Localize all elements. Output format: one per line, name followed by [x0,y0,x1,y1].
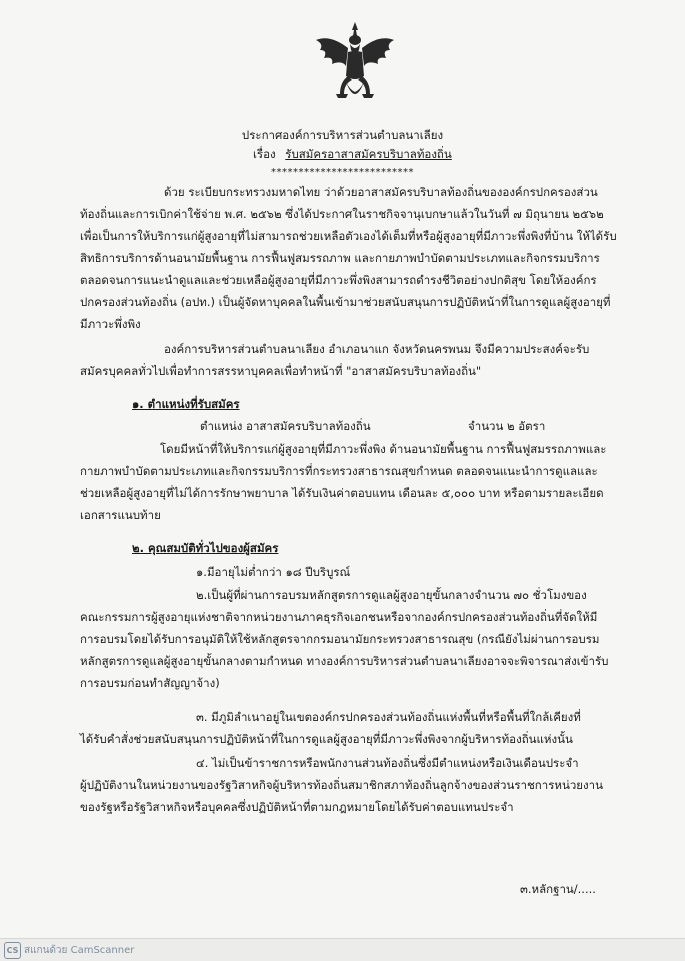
continuation-marker: ๓.หลักฐาน/..... [520,882,596,896]
intro-line: ด้วย ระเบียบกระทรวงมหาดไทย ว่าด้วยอาสาสมัครบริบาลท้องถิ่นขององค์กรปกครองส่วน [164,185,598,199]
section2-heading: ๒. คุณสมบัติทั่วไปของผู้สมัคร [132,541,279,555]
qualification-item: ๑.มีอายุไม่ต่ำกว่า ๑๘ ปีบริบูรณ์ [196,565,351,579]
intro-line: สิทธิการบริการด้านอนามัยพื้นฐาน การฟื้นฟูสมรรถภาพ และกายภาพบำบัดตามประเภทและกิจกรรมบริการ [80,251,600,265]
camscanner-label: สแกนด้วย CamScanner [24,945,135,956]
intro-line: มีภาวะพึ่งพิง [80,317,141,331]
intro-line: ปกครองส่วนท้องถิ่น (อปท.) เป็นผู้จัดหาบุคคลในพื้นเข้ามาช่วยสนับสนุนการปฏิบัติหน้าที่ในการดูแลผู้สูงอายุที่ [80,295,611,309]
qualification-item: การอบรมโดยได้รับการอนุมัติให้ใช้หลักสูตรจากกรมอนามัยกระทรวงสาธารณสุข (กรณียังไม่ผ่านการอบรม [80,632,600,646]
separator-stars: ************************** [271,167,414,178]
qualification-item: ได้รับคำสั่งช่วยสนับสนุนการปฏิบัติหน้าที่ในการดูแลผู้สูงอายุที่มีภาวะพึ่งพิงจากผู้บริหารท้องถิ่นแห่งนั้น [80,732,573,746]
section1-line: เอกสารแนบท้าย [80,508,161,522]
subject-text: รับสมัครอาสาสมัครบริบาลท้องถิ่น [285,147,452,161]
intro-line: เพื่อเป็นการให้บริการแก่ผู้สูงอายุที่ไม่สามารถช่วยเหลือตัวเองได้เต็มที่หรือผู้สูงอายุที่มีภาวะพึ่งพิงที่บ้าน ให้ได้รับ [80,229,617,243]
announcement-title: ประกาศองค์การบริหารส่วนตำบลนาเลียง [241,128,444,142]
section1-line: ช่วยเหลือผู้สูงอายุที่ไม่ได้การรักษาพยาบาล ได้รับเงินค่าตอบแทน เดือนละ ๕,๐๐๐ บาท หรือตามรายละเอียด [80,486,604,500]
qualification-item: ๔. ไม่เป็นข้าราชการหรือพนักงานส่วนท้องถิ่นซึ่งมีตำแหน่งหรือเงินเดือนประจำ [196,756,579,770]
scanner-watermark [0,938,685,961]
section1-line: กายภาพบำบัดตามประเภทและกิจกรรมบริการที่กระทรวงสาธารณสุขกำหนด ตลอดจนแนะนำการดูแลและ [80,464,598,478]
intro-line: องค์การบริหารส่วนตำบลนาเลียง อำเภอนาแก จังหวัดนครพนม จึงมีความประสงค์จะรับ [164,342,590,356]
intro-line: ท้องถิ่นและการเบิกค่าใช้จ่าย พ.ศ. ๒๕๖๒ ซึ่งได้ประกาศในราชกิจจานุเบกษาแล้วในวันที่ ๗ มิถุนายน ๒๕๖๒ [80,207,604,221]
qualification-item: ๒.เป็นผู้ที่ผ่านการอบรมหลักสูตรการดูแลผู้สูงอายุขั้นกลางจำนวน ๗๐ ชั่วโมงของ [196,588,587,602]
subject-prefix: เรื่อง [253,147,276,161]
section1-heading: ๑. ตำแหน่งที่รับสมัคร [132,397,240,411]
intro-line: ตลอดจนการแนะนำดูแลและช่วยเหลือผู้สูงอายุที่มีภาวะพึ่งพิงสามารถดำรงชีวิตอย่างปกติสุข โดยให้องค์กร [80,273,597,287]
intro-line: สมัครบุคคลทั่วไปเพื่อทำการสรรหาบุคคลเพื่อทำหน้าที่ "อาสาสมัครบริบาลท้องถิ่น" [80,364,482,378]
section1-line: โดยมีหน้าที่ให้บริการแก่ผู้สูงอายุที่มีภาวะพึ่งพิง ด้านอนามัยพื้นฐาน การฟื้นฟูสมรรถภาพและ [160,442,607,456]
position-label: ตำแหน่ง อาสาสมัครบริบาลท้องถิ่น [200,419,371,433]
subject-line [253,147,452,161]
qualification-item: คณะกรรมการผู้สูงอายุแห่งชาติจากหน่วยงานภาคธุรกิจเอกชนหรือจากองค์กรปกครองส่วนท้องถิ่นที่จัดให้มี [80,610,598,624]
qualification-item: การอบรมก่อนทำสัญญาจ้าง) [80,676,220,690]
position-quantity: จำนวน ๒ อัตรา [468,419,546,433]
camscanner-logo-icon: CS [4,942,21,959]
qualification-item: หลักสูตรการดูแลผู้สูงอายุขั้นกลางตามกำหนด ทางองค์การบริหารส่วนตำบลนาเลียงอาจจะพิจารณาส่งเข้ารับ [80,654,609,668]
garuda-emblem-icon [310,20,400,108]
qualification-item: ๓. มีภูมิลำเนาอยู่ในเขตองค์กรปกครองส่วนท้องถิ่นแห่งพื้นที่หรือพื้นที่ใกล้เคียงที่ [196,710,581,724]
qualification-item: ของรัฐหรือรัฐวิสาหกิจหรือบุคคลซึ่งปฏิบัติหน้าที่ตามกฎหมายโดยได้รับค่าตอบแทนประจำ [80,800,514,814]
qualification-item: ผู้ปฏิบัติงานในหน่วยงานของรัฐวิสาหกิจผู้บริหารท้องถิ่นสมาชิกสภาท้องถิ่นลูกจ้างของส่วนราชการหน่วยงาน [80,778,603,792]
